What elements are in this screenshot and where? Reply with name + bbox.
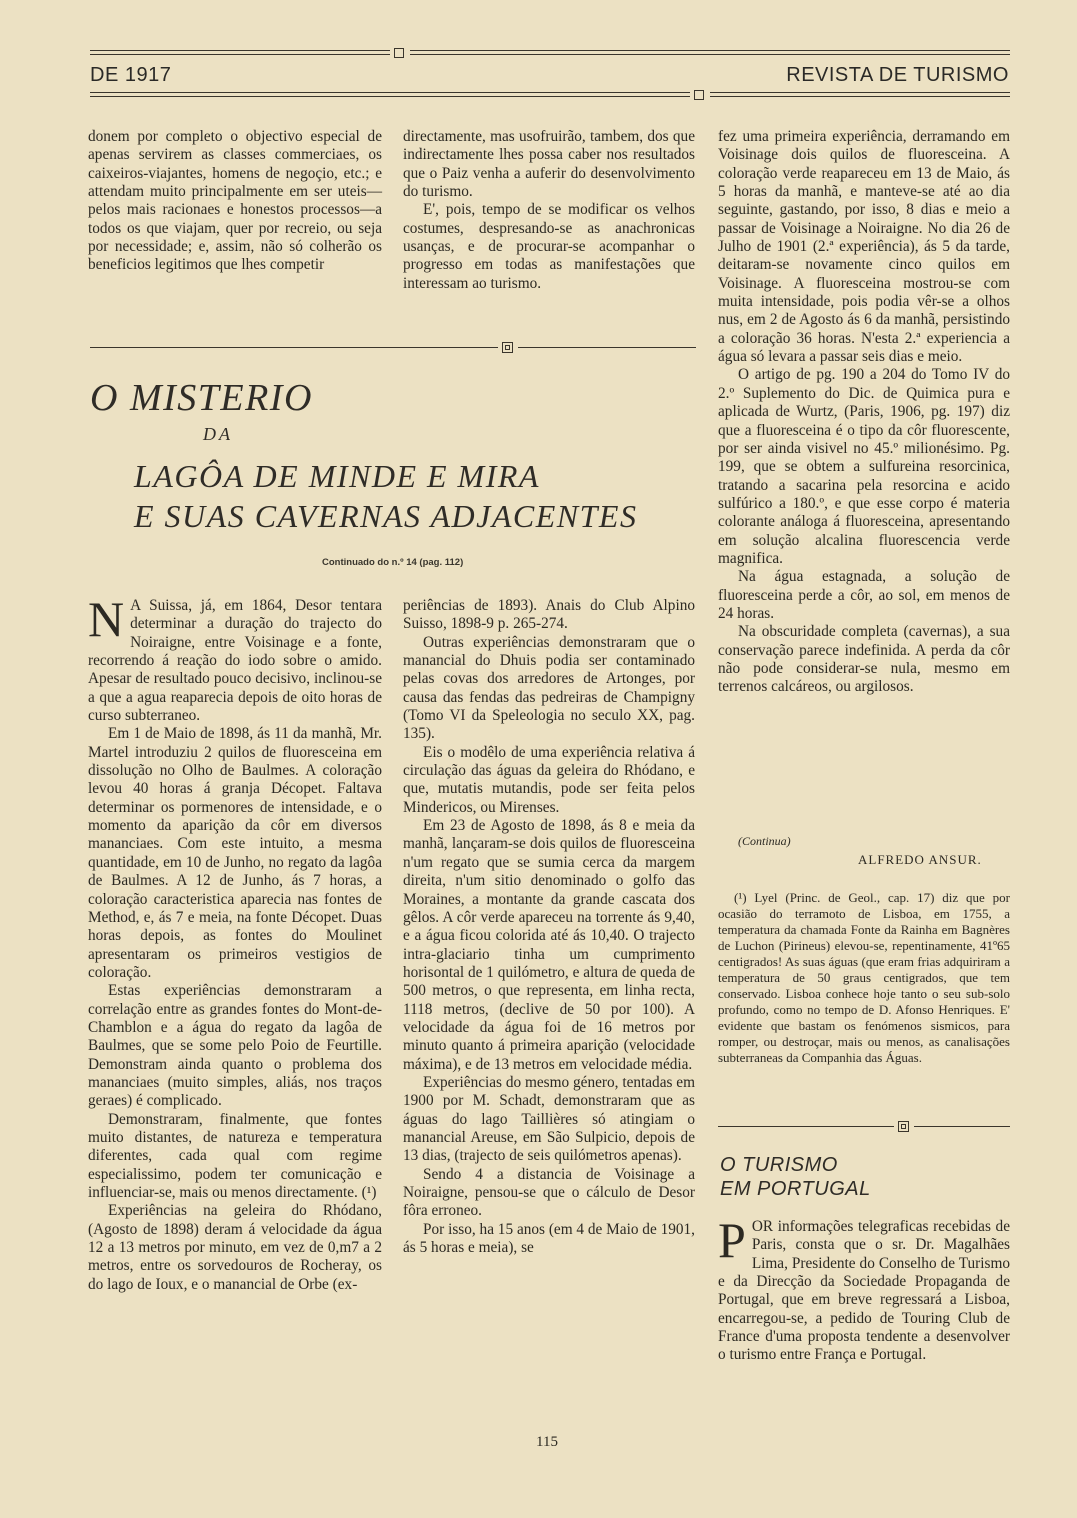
header-date: DE 1917	[90, 64, 172, 86]
article-separator-ornament	[502, 342, 513, 353]
article-col2-paragraph-5: Experiências do mesmo género, tentadas em 1900 por M. Schadt, demonstraram que as águas do lago Taillières só atingiam o manancial Areuse, em São Sulpicio, depois de 13 dias, (trajecto de seis quilómetros apenas).	[403, 1073, 695, 1165]
article-col3-paragraph-2: O artigo de pg. 190 a 204 do Tomo IV do 2.º Suplemento do Dic. de Quimica pura e aplicada de Wurtz, (Paris, 1906, pg. 197) diz que a fluoresceina é o tipo da côr fluorescente, por ser ainda visivel no 45.º milionésimo. Pg. 199, que se obtem a sulfureina resorcinica, tratando a sacarina pela resorcina e acido sulfúrico a 180.º, e que esse corpo é materia colorante análoga á fluoresceina, apresentando em solução alcalina fluorescencia verde magnifica.	[718, 366, 1010, 567]
footnote	[718, 890, 1010, 1066]
dropcap-p: P	[718, 1212, 746, 1268]
turismo-paragraph: POR informações telegraficas recebidas de Paris, consta que o sr. Dr. Magalhães Lima, Presidente do Conselho de Turismo e da Direcção da Sociedade Propaganda de Portugal, que em breve regressará a Lisboa, encarregou-se, a pedido de Touring Club de France d'uma proposta tendente a desenvolver o turismo entre França e Portugal.	[718, 1212, 1010, 1364]
article-col1-paragraph-2: Em 1 de Maio de 1898, ás 11 da manhã, Mr. Martel introduziu 2 quilos de fluoresceina em dissolução no Olho de Baulmes. A coloração levou 40 horas á granja Décopet. Faltava determinar os pormenores de intensidade, e o momento da aparição da côr em diversos mananciaes. Com este intuito, a mesma quantidade, em 10 de Junho, no regato da lagôa de Baulmes. A 12 de Junho, ás 7 horas, a coloração caracteristica aparecia nas fontes de Method, e, ás 7 e meia, na fonte Décopet. Duas horas depois, as fontes do Moulinet apresentaram os primeiros vestigios de coloração.	[88, 725, 382, 981]
article-column-3	[718, 128, 1010, 697]
header-ornament-left	[394, 48, 404, 58]
continua-mark: (Continua)	[738, 834, 791, 848]
header-rule-bottom-left-2	[90, 96, 690, 97]
article-separator-right	[518, 347, 696, 348]
turismo-separator-right	[914, 1126, 1010, 1127]
top-left-paragraph: donem por completo o objectivo especial de apenas servirem as classes commerciaes, os caixeiros-viajantes, homens de negoçio, etc.; e attendam muito principalmente em ser uteis—pelos mais racionaes e honestos processos—a todos os que viajam, quer por recreio, ou seja por necessidade; e, assim, não só colherão os beneficios legitimos que lhes competir	[88, 128, 382, 274]
header-rule-bottom-left	[90, 92, 690, 93]
dropcap-n: N	[88, 591, 125, 647]
turismo-title-line1: O TURISMO	[720, 1154, 838, 1176]
article-col1-paragraph-5: Experiências na geleira do Rhódano, (Agosto de 1898) deram á velocidade da água 12 a 13 metros por minuto, em vez de 0,m7 a 2 metros, entre os sorvedouros de Rocheray, os do lago de Ioux, e o manancial de Orbe (ex-	[88, 1202, 382, 1293]
article-col2-paragraph-2: Outras experiências demonstraram que o manancial do Dhuis podia ser contaminado pelas covas dos arredores de Artonges, por causa das fendas das pedreiras de Champigny (Tomo VI da Speleologia no seculo XX, pag. 135).	[403, 633, 695, 743]
article-col2-paragraph-1: periências de 1893). Anais do Club Alpino Suisso, 1898-9 p. 265-274.	[403, 597, 695, 633]
header-rule-bottom-right	[710, 92, 1010, 93]
article-col2-paragraph-4: Em 23 de Agosto de 1898, ás 8 e meia da manhã, lançaram-se dois quilos de fluoresceina n'um regato que se sumia cerca da margem direita, n'um sitio denominado o golfo das Moraines, a montante da grande cascata dos gêlos. A côr verde apareceu na torrente ás 9,40, e a água ficou colorida até ás 10,40. O trajecto intra-glaciario tinha um cumprimento horisontal de 1 quilómetro, e altura de queda de 500 metros, o que representa, em linha recta, 1118 metros, (declive de 50 por 100). A velocidade da água foi de 16 metros por minuto quanto á primeira aparição (velocidade máxima), e de 13 metros em velocidade média.	[403, 817, 695, 1073]
author-signature: ALFREDO ANSUR.	[858, 852, 982, 867]
top-middle-paragraph-2: E', pois, tempo de se modificar os velhos costumes, despresando-se as anachronicas usanças, e de procurar-se acompanhar o progresso em todas as manifestações que interessam ao turismo.	[403, 201, 695, 292]
article-title-line4: E SUAS CAVERNAS ADJACENTES	[134, 498, 638, 534]
header-rule-top-left	[90, 50, 390, 51]
header-journal-title: REVISTA DE TURISMO	[786, 64, 1009, 86]
article-col2-paragraph-6: Sendo 4 a distancia de Voisinage a Noiraigne, pensou-se que o cálculo de Desor fôra erroneo.	[403, 1165, 695, 1220]
turismo-column	[718, 1212, 1010, 1365]
header-rule-top-right	[410, 50, 1010, 51]
article-col3-paragraph-4: Na obscuridade completa (cavernas), a sua conservação parece indefinida. A perda da côr não pode considerar-se nula, mesmo em terrenos calcáreos, ou argilosos.	[718, 623, 1010, 696]
top-middle-column	[403, 128, 695, 293]
article-title-line2: DA	[203, 424, 233, 444]
top-left-column	[88, 128, 382, 275]
header-rule-top-right-2	[410, 54, 1010, 55]
article-title-line3: LAGÔA DE MINDE E MIRA	[134, 458, 540, 494]
article-title-line1: O MISTERIO	[90, 377, 313, 419]
article-col3-paragraph-3: Na água estagnada, a solução de fluoresceina perde a côr, ao sol, em menos de 24 horas.	[718, 568, 1010, 622]
article-col2-paragraph-7: Por isso, ha 15 anos (em 4 de Maio de 1901, ás 5 horas e meia), se	[403, 1220, 695, 1257]
top-middle-paragraph-1: directamente, mas usofruirão, tambem, dos que indirectamente lhes possa caber nos resultados que o Paiz venha a auferir do desenvolvimento do turismo.	[403, 128, 695, 201]
footnote-text: (¹) Lyel (Princ. de Geol., cap. 17) diz que por ocasião do terramoto de Lisboa, em 1755, a temperatura da chamada Fonte da Rainha em Bagnères de Luchon (Pirineus) elevou-se, repentinamente, 41º65 centigrados! As suas águas (que eram frias adquiriram a temperatura de 50 graus centigrados, que tem conservado. Lisboa conhece hoje tanto o seu sub-solo profundo, como no tempo de D. Afonso Henriques. E' evidente que bastam os fenómenos sismicos, para romper, ou destroçar, mais ou menos, as canalisações subterraneas da Companhia das Águas.	[718, 890, 1010, 1065]
article-continued-note: Continuado do n.º 14 (pag. 112)	[322, 557, 464, 568]
article-col1-paragraph-1: N A Suissa, já, em 1864, Desor tentara determinar a duração do trajecto do Noiraigne, entre Voisinage e a fonte, recorrendo á reação do iodo sobre o amido. Apesar de resultado pouco decisivo, inclinou-se a que a agua reaparecia depois de oito horas de curso subterraneo.	[88, 591, 382, 725]
article-col1-paragraph-3: Estas experiências demonstraram a correlação entre as grandes fontes do Mont-de-Chamblon e a água do regato da lagôa de Baulmes, que se some pelo Poio de Feurtille. Demonstram ainda quanto o problema dos mananciaes (muito simples, aliás, nos traços geraes) é complicado.	[88, 982, 382, 1110]
article-separator-left	[90, 347, 498, 348]
article-column-1	[88, 591, 382, 1294]
article-col2-paragraph-3: Eis o modêlo de uma experiência relativa á circulação das águas da geleira do Rhódano, e que, mutatis mutandis, pode ser feita pelos Mindericos, ou Mirenses.	[403, 743, 695, 816]
page-number: 115	[536, 1434, 558, 1450]
article-col3-paragraph-1: fez uma primeira experiência, derramando em Voisinage dois quilos de fluoresceina. A coloração verde reapareceu em 13 de Maio, ás 5 horas da manhã, e manteve-se até ao dia seguinte, gastando, por isso, 8 dias e meio a passar de Voisinage a Noiraigne. No dia 26 de Julho de 1901 (2.ª experiência), ás 5 da tarde, deitaram-se novamente cinco quilos em Voisinage. A fluoresceina mostrou-se com muita intensidade, pois podia vêr-se a olhos nus, em 2 de Agosto ás 6 da manhã, persistindo a coloração 36 horas. N'esta 2.ª experiencia a água só levara a passar seis dias e meio.	[718, 128, 1010, 366]
turismo-title-line2: EM PORTUGAL	[720, 1178, 871, 1200]
article-col1-paragraph-4: Demonstraram, finalmente, que fontes muito distantes, de natureza e temperatura diferentes, cada qual com regime especialissimo, podem ter comunicação e influenciar-se, mais ou menos directamente. (¹)	[88, 1110, 382, 1201]
header-ornament-right	[694, 90, 704, 100]
turismo-separator-left	[718, 1126, 894, 1127]
header-rule-top-left-2	[90, 54, 390, 55]
header-rule-bottom-right-2	[710, 96, 1010, 97]
turismo-separator-ornament	[898, 1121, 909, 1132]
article-column-2	[403, 597, 695, 1257]
